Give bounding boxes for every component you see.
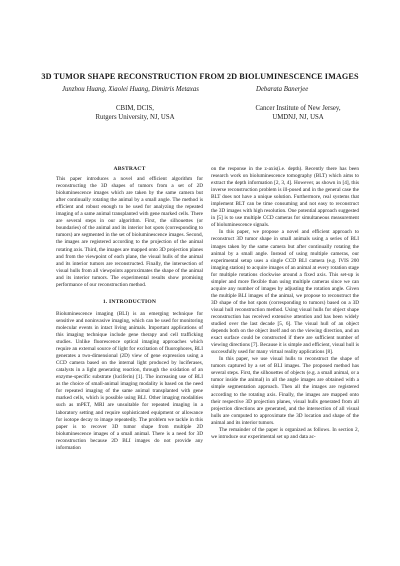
authors-left: Junzhou Huang, Xiaolei Huang, Dimitris Metaxas (62, 86, 199, 93)
abstract-text: This paper introduces a novel and efficient algorithm for reconstructing the 3D shapes of tumors from a set of 2D bioluminescence images which are taken by the same camera but after continually rotating the animal by a small angle. The method is efficient and robust enough to be used for analyzing the repeated imaging of a same animal transplanted with gene marked cells. There are several steps in our algorithm. First, the silhouettes (or boundaries) of the animal and its interior hot spots (corresponding to tumors) are segmented in the set of bioluminescence images. Second, the images are registered according to the projection of the animal rotating axis. Third, the images are mapped onto 3D projection planes and from the viewpoint of each plane, the visual hulls of the animal and its interior tumors are reconstructed. Finally, the intersection of visual hulls from all viewpoints approximates the shape of the animal and its interior tumors. The experimental results show promising performance of our reconstruction method. (56, 176, 203, 288)
affiliation-right-line: UMDNJ, NJ, USA (272, 114, 324, 121)
abstract-heading: ABSTRACT (113, 166, 146, 172)
affiliation-left (60, 104, 210, 122)
introduction-paragraph: In this paper, we use visual hulls to reconstruct the shape of tumors captured by a set of BLI images. The proposed method has several steps. First, the silhouettes of objects (e.g. a small animal, or a tumor inside the animal) in all the angle images are obtained with a simple segmentation approach. Then all the images are registered according to the rotating axis. Finally, the images are mapped onto their respective 3D projection planes, visual hulls generated from all projection directions are generated, and the intersection of all visual hulls are computed to approximate the 3D location and shape of the animal and its interior tumors. (211, 356, 359, 426)
author-line (0, 86, 400, 96)
introduction-paragraph: In this paper, we propose a novel and efficient approach to reconstruct 3D tumor shape in small animals using a series of BLI images taken by the same camera but after continually rotating the animal by a small angle. Instead of using multiple cameras, our experimental setup uses a single CCD BLI camera (e.g. IVIS 200 imaging station) to acquire images of an animal at every rotation stage for multiple rotations clockwise around a fixed axis. This set-up is simpler and more flexible than using multiple cameras since we can acquire any number of images by adjusting the rotation angle. Given the multiple BLI images of the animal, we propose to reconstruct the 3D shape of the hot spots (corresponding to tumors) based on a 3D visual hull reconstruction method. Using visual hulls for object shape reconstruction has received extensive attention and has been widely studied over the last decade [5, 6]. The visual hull of an object depends both on the object itself and on the viewing direction, and an exact surface could be constructed if there are sufficient number of viewing directions [7]. Because it is simple and efficient, visual hull is successfully used for many virtual reality applications [8]. (211, 229, 359, 356)
authors-right: Debarata Banerjee (256, 86, 309, 93)
introduction-paragraph: Bioluminescence imaging (BLI) is an emerging technique for sensitive and noninvasive imaging, which can be used for monitoring molecular events in intact living animals. Important applications of this imaging technique include gene therapy and cell trafficking studies. Unlike fluorescence optical imaging approaches which require an external source of light for excitation of fluorophores, BLI generates a two-dimensional (2D) view of gene expression using a CCD camera based on the internal light produced by luciferases, catalysts in a light generating reaction, through the oxidation of an enzyme-specific substrate (luciferin) [1]. The increasing use of BLI as the choice of small-animal imaging modality is based on the need for repeated imaging of the same animal transplanted with gene marked cells, which is possible using BLI. Other imaging modalities such as mPET, MRI are unsuitable for repeated imaging in a laboratory setting and require sophisticated equipment or allowance for isotope decay to image repeatedly. The problem we tackle in this paper is to recover 3D tumor shape from multiple 2D bioluminescence images of a small animal. There is a need for 3D reconstruction because 2D BLI images do not provide any information (56, 310, 203, 451)
affiliation-right-line: Cancer Institute of New Jersey, (255, 105, 341, 112)
paper-title: 3D TUMOR SHAPE RECONSTRUCTION FROM 2D BIOLUMINESCENCE IMAGES (41, 72, 359, 81)
affiliation-left-line: Rutgers University, NJ, USA (95, 114, 175, 121)
right-column (211, 166, 359, 441)
affiliation-left-line: CBIM, DCIS, (116, 105, 154, 112)
introduction-paragraph: on the response in the z-axis(i.e. depth). Recently there has been research work on bioluminescence tomography (BLT) which aims to extract the depth information [2, 3, 4]. However, as shown in [4], this inverse reconstruction problem is ill-posed and in the general case the BLT does not have a unique solution. Furthermore, real systems that implement BLT can be time consuming and not easy to reconstruct the 3D images with high resolution. One potential approach suggested in [5] is to use multiple CCD cameras for simultaneous measurement of bioluminescence signals. (211, 166, 359, 229)
section-heading-introduction: 1. INTRODUCTION (102, 298, 157, 305)
left-column (56, 166, 203, 452)
introduction-paragraph: The remainder of the paper is organized as follows. In section 2, we introduce our experimental set up and data ac- (211, 426, 359, 440)
affiliation-right (233, 104, 363, 122)
